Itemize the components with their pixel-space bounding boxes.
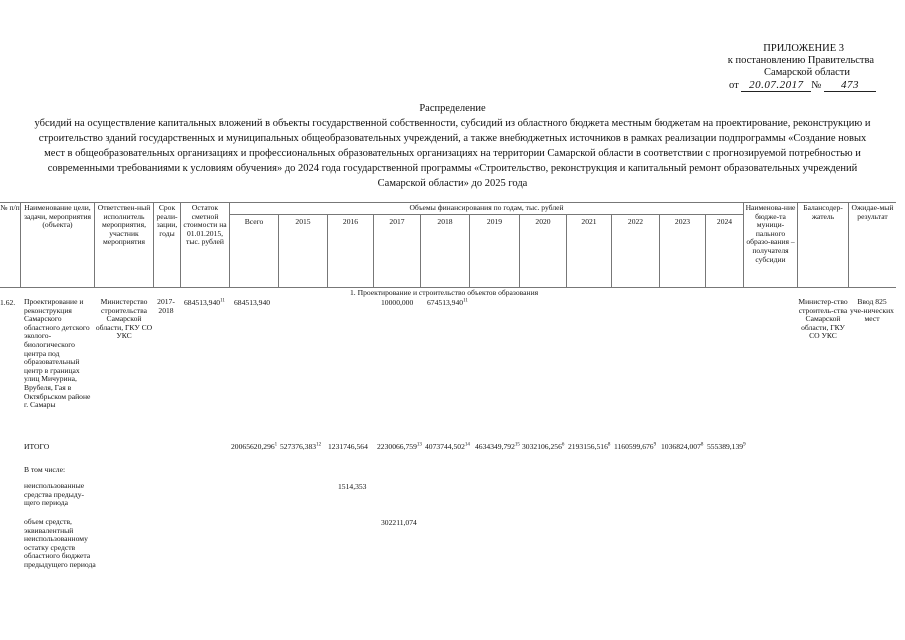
unused-2016: 1514,353 (338, 482, 367, 491)
header-year-2016: 2016 (342, 217, 359, 226)
itogo-2023: 1036824,007$^8$ (661, 442, 704, 451)
appendix-line2: Самарской области (764, 67, 850, 78)
appendix-line1: к постановлению Правительства (727, 55, 874, 66)
itogo-2018: 4073744,502$^{14}$ (425, 442, 470, 451)
header-year-2023: 2023 (674, 217, 691, 226)
header-name: Наименование цели, задачи, мероприятия (объекта) (23, 203, 92, 230)
row-162-remainder: 684513,940$^{11}$ (184, 298, 225, 307)
header-volumes: Объемы финансирования по годам, тыс. рублей (409, 203, 564, 212)
appendix-title: ПРИЛОЖЕНИЕ 3 (763, 43, 844, 54)
itogo-2021: 2193156,516$^8$ (568, 442, 611, 451)
row-162-executor: Министерство строительства Самарской области, ГКУ СО УКС (95, 297, 153, 341)
unused-label: неиспользованные средства предыду-щего периода (24, 481, 85, 508)
itogo-total: 20065620,296$^1$ (231, 442, 278, 451)
equivalent-2017: 302211,074 (381, 518, 417, 527)
itogo-2020: 3032106,256$^6$ (522, 442, 565, 451)
date-value: 20.07.2017 (741, 79, 811, 92)
section-title: 1. Проектирование и строительство объектов образования (350, 288, 539, 297)
header-year-2020: 2020 (535, 217, 551, 226)
itogo-2024: 555389,139$^9$ (707, 442, 746, 451)
itogo-2022: 1160599,676$^9$ (614, 442, 657, 451)
header-total: Всего (244, 217, 264, 226)
itogo-label: ИТОГО (24, 442, 50, 451)
row-162-num: 1.62. (0, 298, 16, 307)
header-term: Срок реали-зации, годы (156, 203, 178, 238)
header-remainder: Остаток сметной стоимости на 01.01.2015, тыс. рублей (183, 203, 227, 247)
row-162-2018: 674513,940$^{11}$ (427, 298, 468, 307)
number-value: 473 (824, 79, 876, 92)
row-162-manager: Министер-ство строитель-ства Самарской области, ГКУ СО УКС (798, 297, 848, 341)
itogo-2015: 527376,383$^{12}$ (280, 442, 322, 451)
row-162-result: Ввод 825 уче-нических мест (850, 297, 894, 324)
number-prefix: № (811, 80, 822, 91)
header-result: Ожидае-мый результат (851, 203, 894, 221)
title-line-1: убсидий на осуществление капитальных вложений в объекты государственной собственности, субсидий из областного бюджета местным бюджетам на проектирование, реконструкцию и (34, 118, 871, 129)
title-line-2: строительство зданий государственных и муниципальных общеобразовательных учреждений, а также внебюджетных источников в рамках реализации подпрограммы «Создание новых (38, 133, 867, 144)
header-year-2021: 2021 (581, 217, 597, 226)
title-line-3: мест в общеобразовательных организациях и профессиональных образовательных организациях на территории Самарской области в соответствии с прогнозируемой потребностью и (44, 148, 861, 159)
row-162-total: 684513,940 (234, 298, 271, 307)
title-heading: Распределение (419, 103, 486, 114)
header-executor: Ответствен-ный исполнитель мероприятия, участник мероприятия (97, 203, 151, 247)
row-162-2017: 10000,000 (381, 298, 414, 307)
date-prefix: от (729, 80, 739, 91)
row-162-name: Проектирование и реконструкция Самарского областного детского эколого-биологического центра под образовательный центр в границах улиц Мичурина, Врубеля, Гая в Октябрьском районе г. Самары (24, 297, 91, 410)
itogo-2017: 2230066,759$^{13}$ (377, 442, 422, 451)
itogo-2016: 1231746,564 (328, 442, 368, 451)
header-year-2022: 2022 (627, 217, 644, 226)
header-num: № п/п (0, 203, 20, 212)
itogo-2019: 4634349,792$^{15}$ (475, 442, 520, 451)
title-line-5: Самарской области» до 2025 года (377, 178, 528, 189)
header-year-2017: 2017 (389, 217, 405, 226)
row-162-term: 2017-2018 (157, 297, 175, 315)
title-line-4: современными требованиями к условиям обучения» до 2024 года государственной программы «Строительство, реконструкция и капитальный ремонт образовательных учреждений (47, 163, 858, 174)
including-label: В том числе: (24, 465, 66, 474)
appendix-date-line (729, 79, 876, 92)
header-year-2018: 2018 (437, 217, 453, 226)
header-year-2024: 2024 (716, 217, 733, 226)
header-manager: Балансодер-жатель (803, 203, 843, 221)
header-year-2019: 2019 (486, 217, 503, 226)
equivalent-label: объем средств, эквивалентный неиспользованному остатку средств областного бюджета предыдущего периода (24, 517, 96, 569)
header-year-2015: 2015 (295, 217, 311, 226)
header-municipality: Наименова-ние бюдже-та муници-пального образо-вания – получателя субсидии (745, 203, 796, 264)
